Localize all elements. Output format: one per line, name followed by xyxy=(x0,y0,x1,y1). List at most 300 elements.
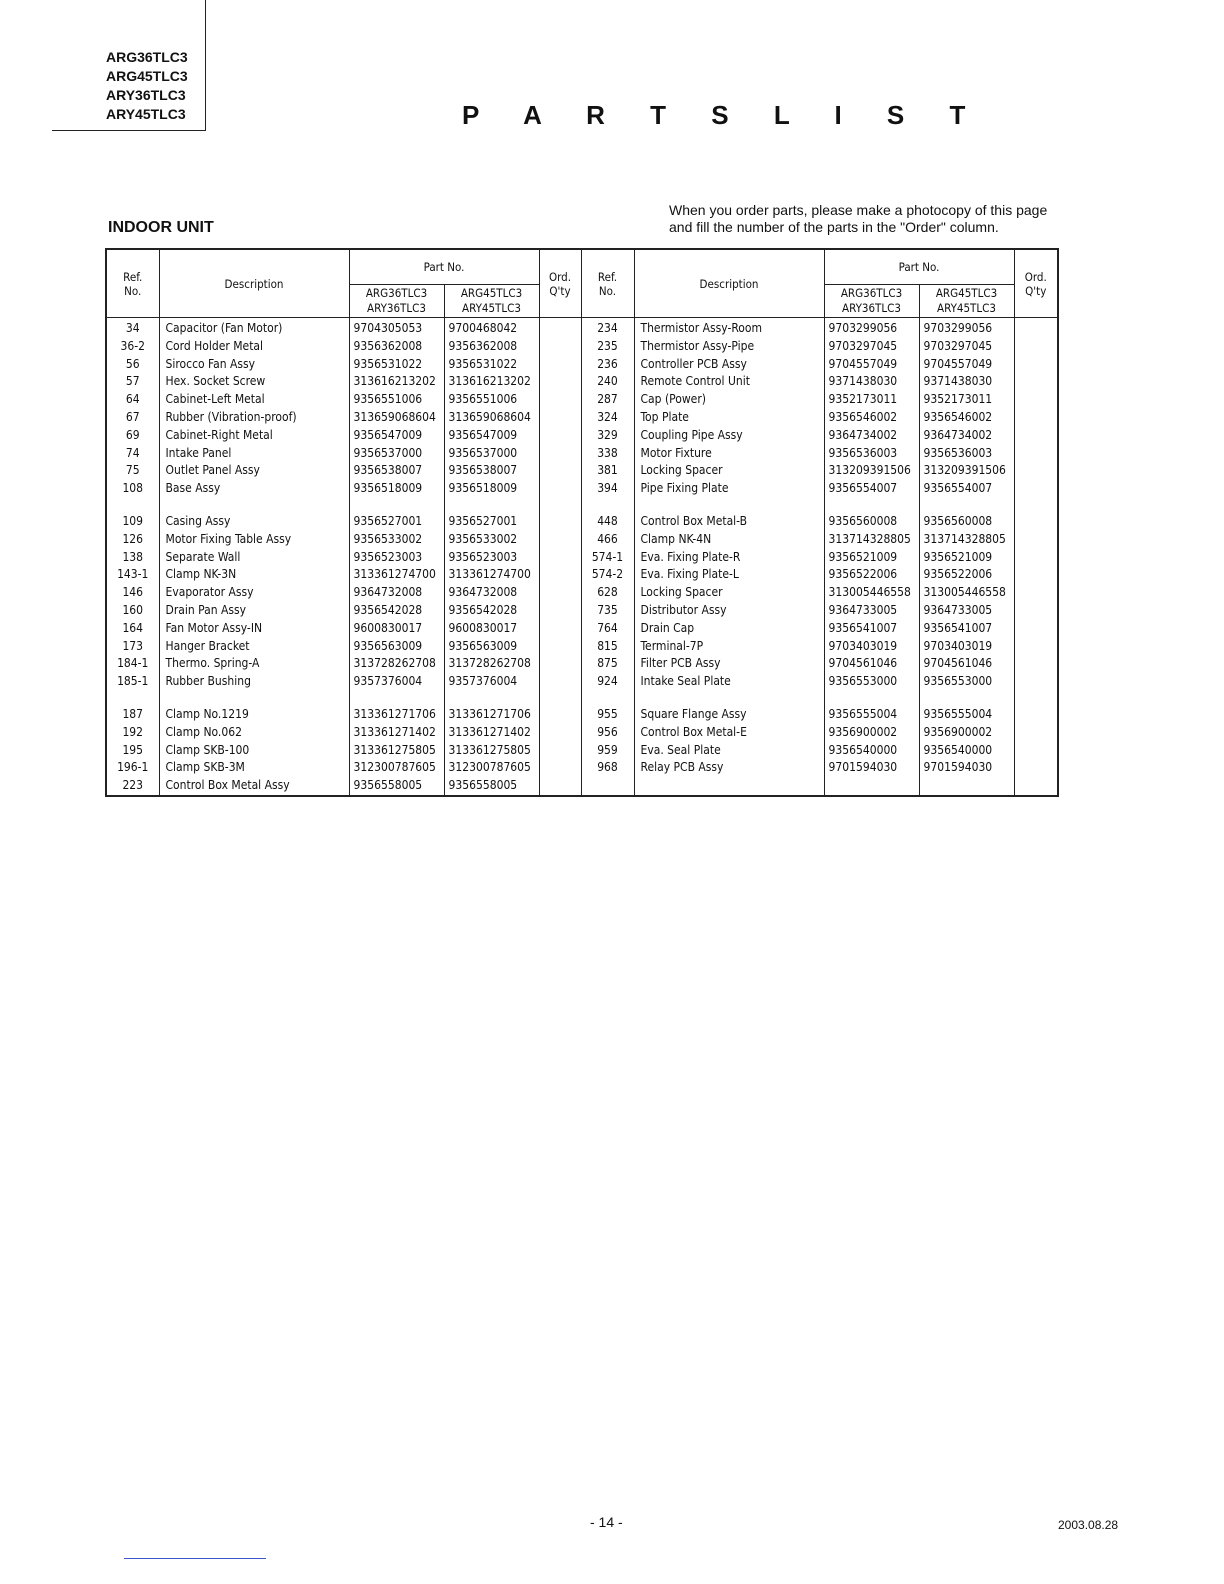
right-order-qty-cell[interactable] xyxy=(1014,724,1058,742)
right-part-no-cell: 9356554007 xyxy=(919,480,1014,498)
right-description-cell: Eva. Seal Plate xyxy=(634,742,824,760)
left-part-no-cell: 9356547009 xyxy=(349,427,444,445)
right-ref-no-cell: 968 xyxy=(581,759,634,777)
left-order-qty-cell[interactable] xyxy=(539,620,581,638)
left-description-cell: Rubber Bushing xyxy=(159,673,349,691)
left-part-no-cell: 9356518009 xyxy=(349,480,444,498)
spacer-cell xyxy=(581,498,634,513)
left-description-cell: Sirocco Fan Assy xyxy=(159,356,349,374)
right-part-no-cell: 313714328805 xyxy=(824,531,919,549)
right-part-no-cell: 9356900002 xyxy=(824,724,919,742)
right-part-no-cell: 313005446558 xyxy=(824,584,919,602)
model-column-header: ARG36TLC3 ARY36TLC3 xyxy=(824,285,919,318)
left-order-qty-cell[interactable] xyxy=(539,427,581,445)
left-order-qty-cell[interactable] xyxy=(539,655,581,673)
right-ref-no-cell: 735 xyxy=(581,602,634,620)
left-description-cell: Capacitor (Fan Motor) xyxy=(159,318,349,338)
left-order-qty-cell[interactable] xyxy=(539,549,581,567)
footer-rule xyxy=(124,1558,266,1559)
left-part-no-cell: 9356558005 xyxy=(444,777,539,796)
table-row xyxy=(106,338,1058,356)
right-order-qty-cell[interactable] xyxy=(1014,445,1058,463)
table-row xyxy=(106,673,1058,691)
right-ref-no-cell: 574-2 xyxy=(581,566,634,584)
table-row xyxy=(106,706,1058,724)
right-order-qty-cell[interactable] xyxy=(1014,356,1058,374)
right-description-cell: Square Flange Assy xyxy=(634,706,824,724)
left-part-no-cell: 9356537000 xyxy=(444,445,539,463)
right-order-qty-cell[interactable] xyxy=(1014,638,1058,656)
right-part-no-cell: 9356560008 xyxy=(824,513,919,531)
left-order-qty-cell[interactable] xyxy=(539,584,581,602)
left-part-no-cell: 313728262708 xyxy=(349,655,444,673)
left-part-no-cell: 9704305053 xyxy=(349,318,444,338)
spacer-cell xyxy=(159,691,349,706)
left-description-cell: Hex. Socket Screw xyxy=(159,373,349,391)
left-part-no-cell: 9356538007 xyxy=(444,462,539,480)
left-description-cell: Cord Holder Metal xyxy=(159,338,349,356)
left-ref-no-cell: 109 xyxy=(106,513,159,531)
left-part-no-cell: 312300787605 xyxy=(444,759,539,777)
right-part-no-cell: 9704557049 xyxy=(919,356,1014,374)
left-part-no-cell: 313361271706 xyxy=(349,706,444,724)
right-description-cell xyxy=(634,777,824,796)
left-part-no-cell: 9356542028 xyxy=(444,602,539,620)
section-title: INDOOR UNIT xyxy=(108,219,214,236)
table-row xyxy=(106,584,1058,602)
spacer-cell xyxy=(539,498,581,513)
left-part-no-cell: 9356518009 xyxy=(444,480,539,498)
right-ref-no-cell: 394 xyxy=(581,480,634,498)
group-spacer-row xyxy=(106,691,1058,706)
right-description-cell: Cap (Power) xyxy=(634,391,824,409)
left-part-no-cell: 9357376004 xyxy=(444,673,539,691)
model-name: ARG36TLC3 xyxy=(106,49,188,65)
right-order-qty-cell[interactable] xyxy=(1014,655,1058,673)
left-ref-no-cell: 146 xyxy=(106,584,159,602)
left-ref-no-cell: 56 xyxy=(106,356,159,374)
left-description-cell: Thermo. Spring-A xyxy=(159,655,349,673)
right-part-no-cell: 9704561046 xyxy=(824,655,919,673)
right-part-no-cell: 313005446558 xyxy=(919,584,1014,602)
right-part-no-cell: 9356536003 xyxy=(919,445,1014,463)
right-description-cell: Control Box Metal-B xyxy=(634,513,824,531)
right-part-no-cell: 9703403019 xyxy=(824,638,919,656)
right-description-cell: Top Plate xyxy=(634,409,824,427)
right-part-no-cell: 9356560008 xyxy=(919,513,1014,531)
right-order-qty-cell[interactable] xyxy=(1014,706,1058,724)
right-part-no-cell: 9703403019 xyxy=(919,638,1014,656)
left-order-qty-cell[interactable] xyxy=(539,777,581,796)
right-part-no-cell: 9703297045 xyxy=(824,338,919,356)
left-part-no-cell: 9356523003 xyxy=(349,549,444,567)
right-order-qty-cell[interactable] xyxy=(1014,513,1058,531)
right-part-no-cell: 9364734002 xyxy=(919,427,1014,445)
model-column-header: ARG36TLC3 ARY36TLC3 xyxy=(349,285,444,318)
left-order-qty-cell[interactable] xyxy=(539,373,581,391)
left-part-no-cell: 313361271706 xyxy=(444,706,539,724)
left-part-no-cell: 9356531022 xyxy=(349,356,444,374)
right-order-qty-cell[interactable] xyxy=(1014,566,1058,584)
spacer-cell xyxy=(1014,691,1058,706)
right-ref-no-cell: 448 xyxy=(581,513,634,531)
right-description-cell: Locking Spacer xyxy=(634,462,824,480)
left-part-no-cell: 9364732008 xyxy=(349,584,444,602)
spacer-cell xyxy=(106,691,159,706)
right-part-no-cell: 9371438030 xyxy=(824,373,919,391)
right-ref-no-cell: 764 xyxy=(581,620,634,638)
left-part-no-cell: 313361271402 xyxy=(349,724,444,742)
left-description-cell: Base Assy xyxy=(159,480,349,498)
table-row xyxy=(106,356,1058,374)
left-ref-no-cell: 69 xyxy=(106,427,159,445)
table-row xyxy=(106,742,1058,760)
right-order-qty-cell[interactable] xyxy=(1014,391,1058,409)
group-spacer-row xyxy=(106,498,1058,513)
left-order-qty-cell[interactable] xyxy=(539,445,581,463)
left-part-no-cell: 313659068604 xyxy=(349,409,444,427)
left-ref-no-cell: 164 xyxy=(106,620,159,638)
left-ref-no-cell: 173 xyxy=(106,638,159,656)
right-part-no-cell: 9356541007 xyxy=(919,620,1014,638)
left-part-no-cell: 9356362008 xyxy=(349,338,444,356)
left-order-qty-cell[interactable] xyxy=(539,602,581,620)
left-part-no-cell: 313659068604 xyxy=(444,409,539,427)
left-order-qty-cell[interactable] xyxy=(539,638,581,656)
right-part-no-cell: 9703299056 xyxy=(824,318,919,338)
left-part-no-cell: 9356563009 xyxy=(349,638,444,656)
right-part-no-cell: 9364733005 xyxy=(824,602,919,620)
left-description-cell: Motor Fixing Table Assy xyxy=(159,531,349,549)
right-description-cell: Pipe Fixing Plate xyxy=(634,480,824,498)
left-part-no-cell: 313361275805 xyxy=(444,742,539,760)
left-ref-no-cell: 184-1 xyxy=(106,655,159,673)
right-order-qty-cell[interactable] xyxy=(1014,318,1058,338)
left-part-no-cell: 313616213202 xyxy=(444,373,539,391)
left-part-no-cell: 9356527001 xyxy=(349,513,444,531)
left-part-no-cell: 313361275805 xyxy=(349,742,444,760)
left-part-no-cell: 9356362008 xyxy=(444,338,539,356)
spacer-cell xyxy=(634,691,824,706)
order-qty-header: Ord. Q'ty xyxy=(1014,249,1058,318)
description-header: Description xyxy=(634,249,824,318)
right-order-qty-cell[interactable] xyxy=(1014,480,1058,498)
right-part-no-cell: 9352173011 xyxy=(919,391,1014,409)
right-part-no-cell: 9356555004 xyxy=(824,706,919,724)
model-name: ARY36TLC3 xyxy=(106,87,186,103)
right-part-no-cell: 9364734002 xyxy=(824,427,919,445)
right-part-no-cell xyxy=(824,777,919,796)
right-part-no-cell: 9356555004 xyxy=(919,706,1014,724)
right-part-no-cell: 9701594030 xyxy=(824,759,919,777)
description-header: Description xyxy=(159,249,349,318)
left-part-no-cell: 9600830017 xyxy=(444,620,539,638)
right-ref-no-cell: 329 xyxy=(581,427,634,445)
left-description-cell: Cabinet-Left Metal xyxy=(159,391,349,409)
right-ref-no-cell: 955 xyxy=(581,706,634,724)
spacer-cell xyxy=(1014,498,1058,513)
right-part-no-cell: 9356553000 xyxy=(919,673,1014,691)
left-order-qty-cell[interactable] xyxy=(539,759,581,777)
spacer-cell xyxy=(581,691,634,706)
right-ref-no-cell: 466 xyxy=(581,531,634,549)
left-order-qty-cell[interactable] xyxy=(539,673,581,691)
left-part-no-cell: 9356523003 xyxy=(444,549,539,567)
right-part-no-cell: 9356540000 xyxy=(824,742,919,760)
table-row xyxy=(106,462,1058,480)
right-order-qty-cell[interactable] xyxy=(1014,338,1058,356)
right-description-cell: Clamp NK-4N xyxy=(634,531,824,549)
right-order-qty-cell[interactable] xyxy=(1014,777,1058,796)
left-description-cell: Cabinet-Right Metal xyxy=(159,427,349,445)
right-order-qty-cell[interactable] xyxy=(1014,549,1058,567)
left-description-cell: Outlet Panel Assy xyxy=(159,462,349,480)
right-description-cell: Controller PCB Assy xyxy=(634,356,824,374)
left-order-qty-cell[interactable] xyxy=(539,338,581,356)
right-part-no-cell xyxy=(919,777,1014,796)
left-ref-no-cell: 36-2 xyxy=(106,338,159,356)
right-ref-no-cell: 236 xyxy=(581,356,634,374)
left-order-qty-cell[interactable] xyxy=(539,513,581,531)
table-row xyxy=(106,373,1058,391)
left-order-qty-cell[interactable] xyxy=(539,724,581,742)
parts-table-body xyxy=(106,318,1058,796)
right-order-qty-cell[interactable] xyxy=(1014,427,1058,445)
left-description-cell: Intake Panel xyxy=(159,445,349,463)
page-number: - 14 - xyxy=(590,1514,623,1530)
left-order-qty-cell[interactable] xyxy=(539,391,581,409)
left-description-cell: Hanger Bracket xyxy=(159,638,349,656)
table-row xyxy=(106,427,1058,445)
right-ref-no-cell: 628 xyxy=(581,584,634,602)
left-ref-no-cell: 196-1 xyxy=(106,759,159,777)
right-ref-no-cell: 338 xyxy=(581,445,634,463)
left-ref-no-cell: 126 xyxy=(106,531,159,549)
left-ref-no-cell: 185-1 xyxy=(106,673,159,691)
right-description-cell: Intake Seal Plate xyxy=(634,673,824,691)
left-description-cell: Clamp No.062 xyxy=(159,724,349,742)
left-ref-no-cell: 34 xyxy=(106,318,159,338)
left-order-qty-cell[interactable] xyxy=(539,480,581,498)
right-description-cell: Thermistor Assy-Room xyxy=(634,318,824,338)
right-ref-no-cell: 574-1 xyxy=(581,549,634,567)
right-part-no-cell: 9356521009 xyxy=(919,549,1014,567)
right-description-cell: Locking Spacer xyxy=(634,584,824,602)
left-ref-no-cell: 138 xyxy=(106,549,159,567)
left-ref-no-cell: 57 xyxy=(106,373,159,391)
right-part-no-cell: 313209391506 xyxy=(919,462,1014,480)
left-part-no-cell: 312300787605 xyxy=(349,759,444,777)
right-ref-no-cell: 235 xyxy=(581,338,634,356)
spacer-cell xyxy=(444,498,539,513)
spacer-cell xyxy=(919,691,1014,706)
right-part-no-cell: 9371438030 xyxy=(919,373,1014,391)
right-part-no-cell: 9704561046 xyxy=(919,655,1014,673)
spacer-cell xyxy=(106,498,159,513)
right-ref-no-cell: 234 xyxy=(581,318,634,338)
spacer-cell xyxy=(349,691,444,706)
left-part-no-cell: 313728262708 xyxy=(444,655,539,673)
right-ref-no-cell: 815 xyxy=(581,638,634,656)
left-description-cell: Drain Pan Assy xyxy=(159,602,349,620)
right-description-cell: Control Box Metal-E xyxy=(634,724,824,742)
right-part-no-cell: 9356900002 xyxy=(919,724,1014,742)
table-row xyxy=(106,724,1058,742)
right-part-no-cell: 9352173011 xyxy=(824,391,919,409)
spacer-cell xyxy=(824,498,919,513)
right-part-no-cell: 9356554007 xyxy=(824,480,919,498)
left-ref-no-cell: 64 xyxy=(106,391,159,409)
model-name: ARY45TLC3 xyxy=(106,106,186,122)
left-ref-no-cell: 108 xyxy=(106,480,159,498)
left-ref-no-cell: 223 xyxy=(106,777,159,796)
left-part-no-cell: 313616213202 xyxy=(349,373,444,391)
spacer-cell xyxy=(539,691,581,706)
revision-date: 2003.08.28 xyxy=(1058,1518,1119,1532)
left-description-cell: Clamp SKB-3M xyxy=(159,759,349,777)
table-row xyxy=(106,566,1058,584)
parts-table xyxy=(105,248,1059,797)
right-description-cell: Motor Fixture xyxy=(634,445,824,463)
table-row xyxy=(106,445,1058,463)
left-order-qty-cell[interactable] xyxy=(539,462,581,480)
right-description-cell: Thermistor Assy-Pipe xyxy=(634,338,824,356)
part-no-header: Part No. xyxy=(349,249,539,285)
left-description-cell: Clamp No.1219 xyxy=(159,706,349,724)
left-part-no-cell: 9356527001 xyxy=(444,513,539,531)
left-part-no-cell: 9356542028 xyxy=(349,602,444,620)
model-name: ARG45TLC3 xyxy=(106,68,188,84)
right-part-no-cell: 313714328805 xyxy=(919,531,1014,549)
spacer-cell xyxy=(444,691,539,706)
left-part-no-cell: 9356538007 xyxy=(349,462,444,480)
right-part-no-cell: 9701594030 xyxy=(919,759,1014,777)
left-description-cell: Clamp SKB-100 xyxy=(159,742,349,760)
right-part-no-cell: 9703297045 xyxy=(919,338,1014,356)
left-order-qty-cell[interactable] xyxy=(539,356,581,374)
table-row xyxy=(106,638,1058,656)
left-part-no-cell: 9356558005 xyxy=(349,777,444,796)
left-order-qty-cell[interactable] xyxy=(539,742,581,760)
right-description-cell: Eva. Fixing Plate-L xyxy=(634,566,824,584)
right-part-no-cell: 9356521009 xyxy=(824,549,919,567)
right-part-no-cell: 9356546002 xyxy=(824,409,919,427)
right-part-no-cell: 9364733005 xyxy=(919,602,1014,620)
right-ref-no-cell xyxy=(581,777,634,796)
table-row xyxy=(106,777,1058,796)
right-order-qty-cell[interactable] xyxy=(1014,620,1058,638)
ref-no-header: Ref. No. xyxy=(106,249,159,318)
right-ref-no-cell: 287 xyxy=(581,391,634,409)
part-no-header: Part No. xyxy=(824,249,1014,285)
right-part-no-cell: 9356522006 xyxy=(824,566,919,584)
right-ref-no-cell: 381 xyxy=(581,462,634,480)
left-ref-no-cell: 160 xyxy=(106,602,159,620)
left-description-cell: Fan Motor Assy-IN xyxy=(159,620,349,638)
right-order-qty-cell[interactable] xyxy=(1014,759,1058,777)
right-description-cell: Distributor Assy xyxy=(634,602,824,620)
left-description-cell: Rubber (Vibration-proof) xyxy=(159,409,349,427)
left-part-no-cell: 9600830017 xyxy=(349,620,444,638)
left-order-qty-cell[interactable] xyxy=(539,566,581,584)
left-description-cell: Clamp NK-3N xyxy=(159,566,349,584)
left-part-no-cell: 313361274700 xyxy=(444,566,539,584)
left-ref-no-cell: 67 xyxy=(106,409,159,427)
left-ref-no-cell: 192 xyxy=(106,724,159,742)
spacer-cell xyxy=(634,498,824,513)
spacer-cell xyxy=(824,691,919,706)
table-row xyxy=(106,759,1058,777)
right-order-qty-cell[interactable] xyxy=(1014,531,1058,549)
table-row xyxy=(106,318,1058,338)
right-order-qty-cell[interactable] xyxy=(1014,462,1058,480)
right-order-qty-cell[interactable] xyxy=(1014,409,1058,427)
instructions-line: When you order parts, please make a photocopy of this page xyxy=(669,202,1048,218)
table-row xyxy=(106,391,1058,409)
table-row xyxy=(106,655,1058,673)
left-part-no-cell: 9356533002 xyxy=(349,531,444,549)
left-order-qty-cell[interactable] xyxy=(539,318,581,338)
model-column-header: ARG45TLC3 ARY45TLC3 xyxy=(919,285,1014,318)
left-part-no-cell: 9364732008 xyxy=(444,584,539,602)
right-description-cell: Coupling Pipe Assy xyxy=(634,427,824,445)
left-description-cell: Evaporator Assy xyxy=(159,584,349,602)
right-part-no-cell: 9356546002 xyxy=(919,409,1014,427)
right-description-cell: Relay PCB Assy xyxy=(634,759,824,777)
left-part-no-cell: 9356537000 xyxy=(349,445,444,463)
table-row xyxy=(106,513,1058,531)
right-part-no-cell: 313209391506 xyxy=(824,462,919,480)
right-description-cell: Drain Cap xyxy=(634,620,824,638)
table-row xyxy=(106,531,1058,549)
left-ref-no-cell: 74 xyxy=(106,445,159,463)
right-description-cell: Remote Control Unit xyxy=(634,373,824,391)
left-order-qty-cell[interactable] xyxy=(539,531,581,549)
left-part-no-cell: 313361271402 xyxy=(444,724,539,742)
table-row xyxy=(106,549,1058,567)
right-order-qty-cell[interactable] xyxy=(1014,602,1058,620)
right-ref-no-cell: 324 xyxy=(581,409,634,427)
left-description-cell: Control Box Metal Assy xyxy=(159,777,349,796)
right-part-no-cell: 9356536003 xyxy=(824,445,919,463)
right-description-cell: Eva. Fixing Plate-R xyxy=(634,549,824,567)
left-part-no-cell: 9356533002 xyxy=(444,531,539,549)
right-description-cell: Terminal-7P xyxy=(634,638,824,656)
left-order-qty-cell[interactable] xyxy=(539,409,581,427)
left-part-no-cell: 9356551006 xyxy=(444,391,539,409)
model-list xyxy=(106,48,188,124)
left-description-cell: Casing Assy xyxy=(159,513,349,531)
right-order-qty-cell[interactable] xyxy=(1014,373,1058,391)
right-ref-no-cell: 956 xyxy=(581,724,634,742)
spacer-cell xyxy=(159,498,349,513)
left-part-no-cell: 9700468042 xyxy=(444,318,539,338)
right-order-qty-cell[interactable] xyxy=(1014,584,1058,602)
spacer-cell xyxy=(349,498,444,513)
right-order-qty-cell[interactable] xyxy=(1014,673,1058,691)
right-ref-no-cell: 875 xyxy=(581,655,634,673)
right-part-no-cell: 9704557049 xyxy=(824,356,919,374)
left-part-no-cell: 9357376004 xyxy=(349,673,444,691)
left-part-no-cell: 9356547009 xyxy=(444,427,539,445)
left-description-cell: Separate Wall xyxy=(159,549,349,567)
left-order-qty-cell[interactable] xyxy=(539,706,581,724)
right-order-qty-cell[interactable] xyxy=(1014,742,1058,760)
left-ref-no-cell: 143-1 xyxy=(106,566,159,584)
right-part-no-cell: 9356541007 xyxy=(824,620,919,638)
right-ref-no-cell: 959 xyxy=(581,742,634,760)
left-ref-no-cell: 75 xyxy=(106,462,159,480)
